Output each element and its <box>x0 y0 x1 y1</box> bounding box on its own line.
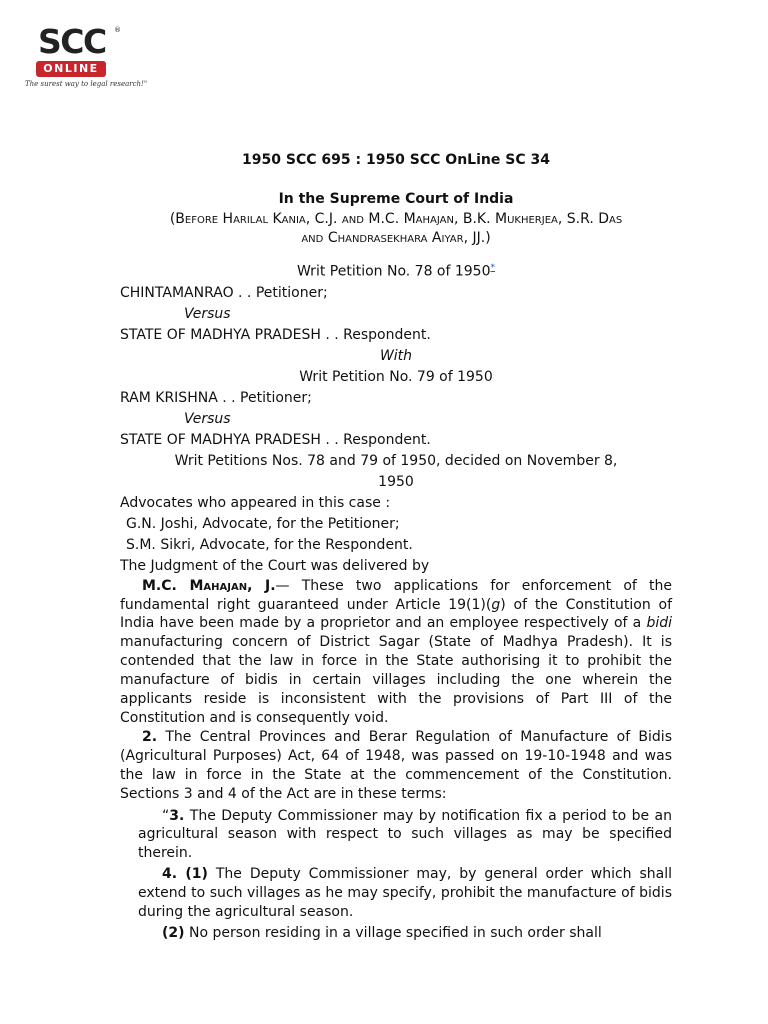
decided-line-2: 1950 <box>378 473 414 490</box>
court-name: In the Supreme Court of India <box>278 191 514 207</box>
petitioner-2: RAM KRISHNA . . Petitioner; <box>120 389 312 406</box>
advocate-respondent: S.M. Sikri, Advocate, for the Respondent. <box>126 536 413 553</box>
judgment-document <box>120 150 672 943</box>
bench-line-2: and Chandrasekhara Aiyar, JJ.) <box>301 230 491 246</box>
petition-2: Writ Petition No. 79 of 1950 <box>299 368 493 385</box>
logo-tagline: The surest way to legal research!" <box>25 80 148 88</box>
section-3: “3. The Deputy Commissioner may by notification fix a period to be an agricultural season with respect to such villages as may be specified therein. <box>138 807 672 862</box>
petitioner-1: CHINTAMANRAO . . Petitioner; <box>120 284 328 301</box>
paragraph-1: M.C. Mahajan, J.— These two applications for enforcement of the fundamental right guaranteed under Article 19(1)(g) of the Constitution of India have been made by a proprietor and an employee respectively of a bidi manufacturing concern of District Sagar (State of Madhya Pradesh). It is contended that the law in force in the State authorising it to prohibit the manufacture of bidis in certain villages including the one wherein the applicants reside is inconsistent with the provisions of Part III of the Constitution and is consequently void. <box>120 577 672 726</box>
logo-online-badge: ONLINE <box>36 61 106 77</box>
citation: 1950 SCC 695 : 1950 SCC OnLine SC 34 <box>242 152 550 168</box>
advocates-heading: Advocates who appeared in this case : <box>120 494 391 511</box>
petition-1-text: Writ Petition No. 78 of 1950 <box>296 263 491 280</box>
section-4-1: 4. (1) The Deputy Commissioner may, by general order which shall extend to such villages as he may specify, prohibit the manufacture of bidis during the agricultural season. <box>138 866 672 921</box>
respondent-2: STATE OF MADHYA PRADESH . . Respondent. <box>120 431 431 448</box>
paragraph-2: 2. The Central Provinces and Berar Regulation of Manufacture of Bidis (Agricultural Purposes) Act, 64 of 1948, was passed on 19-10-1948 and was the law in force in the State at the commencement of the Constitution. Sections 3 and 4 of the Act are in these terms: <box>120 728 672 802</box>
respondent-1: STATE OF MADHYA PRADESH . . Respondent. <box>120 326 431 343</box>
logo-brand: SCC <box>38 22 106 61</box>
statute-quote <box>120 807 672 943</box>
versus-1: Versus <box>184 305 231 322</box>
footnote-link[interactable]: * <box>490 263 496 273</box>
paragraph-2-number: 2. <box>142 728 158 745</box>
versus-2: Versus <box>184 410 231 427</box>
logo-registered-mark: ® <box>114 26 121 34</box>
petition-1 <box>120 258 672 283</box>
judgment-intro: The Judgment of the Court was delivered by <box>120 557 430 574</box>
section-4-2: (2) No person residing in a village specified in such order shall <box>162 924 602 941</box>
decided-line-1: Writ Petitions Nos. 78 and 79 of 1950, decided on November 8, <box>174 452 618 469</box>
with-label: With <box>379 347 413 364</box>
advocate-petitioner: G.N. Joshi, Advocate, for the Petitioner; <box>126 515 400 532</box>
judge-name: M.C. Mahajan, J. <box>142 577 276 594</box>
scc-online-logo <box>24 22 148 94</box>
bench-line-1: (Before Harilal Kania, C.J. and M.C. Mahajan, B.K. Mukherjea, S.R. Das <box>169 211 623 227</box>
